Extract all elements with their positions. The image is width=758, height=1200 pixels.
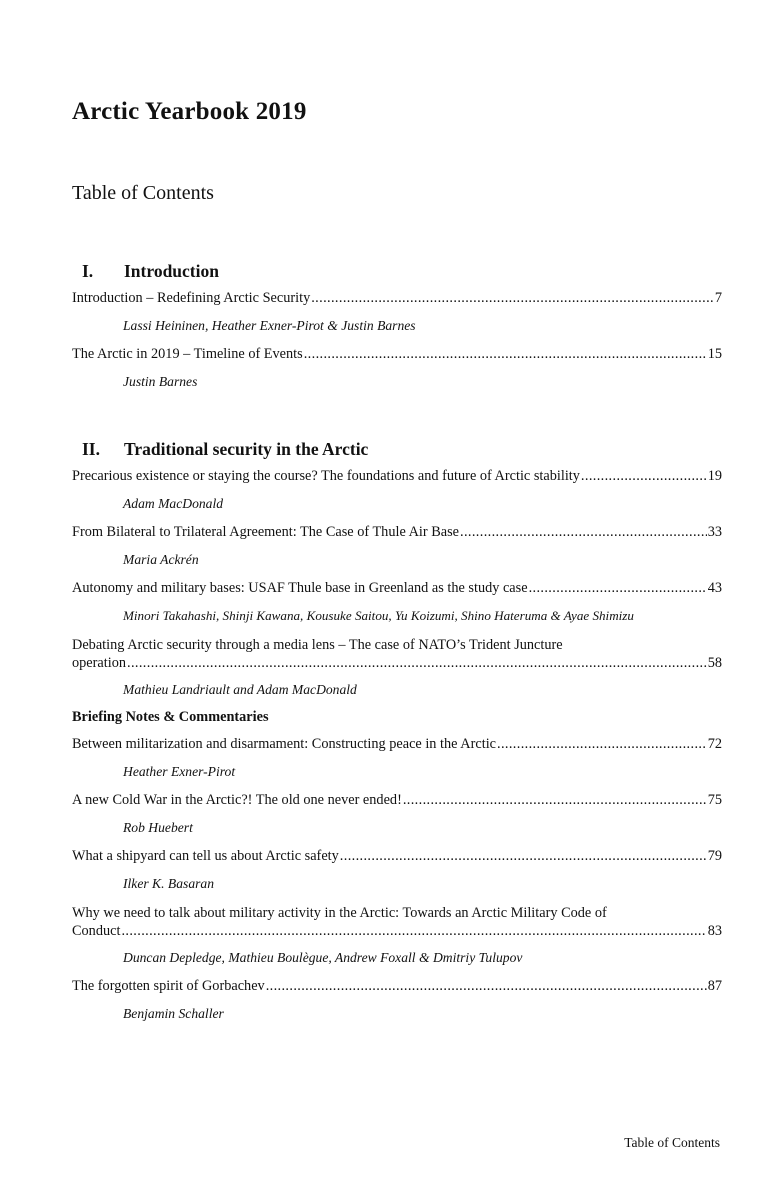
toc-entry[interactable] xyxy=(72,898,722,972)
entry-title: Autonomy and military bases: USAF Thule base in Greenland as the study case xyxy=(72,580,528,596)
toc-entry[interactable] xyxy=(72,518,722,574)
entry-title: Precarious existence or staying the course? The foundations and future of Arctic stability xyxy=(72,468,580,484)
leader-dots xyxy=(460,518,707,546)
entry-title-line1: Debating Arctic security through a media lens – The case of NATO’s Trident Juncture xyxy=(72,637,563,653)
leader-dots xyxy=(127,654,707,672)
entry-authors: Mathieu Landriault and Adam MacDonald xyxy=(123,682,357,697)
entry-authors: Heather Exner-Pirot xyxy=(123,764,236,779)
entry-authors: Adam MacDonald xyxy=(123,496,224,511)
document-title: Arctic Yearbook 2019 xyxy=(72,98,307,125)
leader-dots xyxy=(304,340,707,368)
section-title: Introduction xyxy=(124,261,219,281)
entry-title-line2: Conduct xyxy=(72,923,121,939)
section-title: Traditional security in the Arctic xyxy=(124,439,369,459)
toc-entry[interactable] xyxy=(72,972,722,1028)
entry-authors: Justin Barnes xyxy=(123,374,198,389)
entry-title: The Arctic in 2019 – Timeline of Events xyxy=(72,346,303,362)
leader-dots xyxy=(266,972,707,1000)
entry-authors: Rob Huebert xyxy=(123,820,193,835)
toc-entry[interactable] xyxy=(72,842,722,898)
entry-authors: Maria Ackrén xyxy=(123,552,199,567)
entry-title: Introduction – Redefining Arctic Security xyxy=(72,290,311,306)
entry-page: 75 xyxy=(707,792,722,808)
entry-title-line1: Why we need to talk about military activity in the Arctic: Towards an Arctic Military Code of xyxy=(72,905,607,921)
toc-list xyxy=(72,258,722,1028)
entry-page: 15 xyxy=(707,346,722,362)
entry-title: The forgotten spirit of Gorbachev xyxy=(72,978,265,994)
entry-title: Between militarization and disarmament: Constructing peace in the Arctic xyxy=(72,736,497,752)
leader-dots xyxy=(581,462,707,490)
toc-entry[interactable] xyxy=(72,340,722,396)
page-footer: Table of Contents xyxy=(624,1135,720,1150)
entry-page: 7 xyxy=(714,290,722,306)
entry-authors: Duncan Depledge, Mathieu Boulègue, Andrew Foxall & Dmitriy Tulupov xyxy=(123,950,523,965)
entry-title: From Bilateral to Trilateral Agreement: The Case of Thule Air Base xyxy=(72,524,459,540)
leader-dots xyxy=(403,786,707,814)
section-number: II. xyxy=(82,439,100,459)
entry-page: 58 xyxy=(707,655,722,671)
leader-dots xyxy=(311,284,714,312)
briefing-notes-heading: Briefing Notes & Commentaries xyxy=(72,709,269,725)
entry-authors: Ilker K. Basaran xyxy=(123,876,214,891)
toc-entry[interactable] xyxy=(72,574,722,630)
toc-entry[interactable] xyxy=(72,786,722,842)
leader-dots xyxy=(529,574,707,602)
entry-page: 79 xyxy=(707,848,722,864)
entry-page: 43 xyxy=(707,580,722,596)
leader-dots xyxy=(497,730,707,758)
toc-entry[interactable] xyxy=(72,462,722,518)
entry-title: What a shipyard can tell us about Arctic safety xyxy=(72,848,339,864)
entry-page: 83 xyxy=(707,923,722,939)
toc-heading: Table of Contents xyxy=(72,182,214,204)
toc-entry[interactable] xyxy=(72,630,722,704)
entry-authors: Lassi Heininen, Heather Exner-Pirot & Justin Barnes xyxy=(123,318,416,333)
leader-dots xyxy=(121,922,706,940)
entry-page: 72 xyxy=(707,736,722,752)
entry-authors: Minori Takahashi, Shinji Kawana, Kousuke Saitou, Yu Koizumi, Shino Hateruma & Ayae Shimizu xyxy=(123,608,634,623)
entry-page: 19 xyxy=(707,468,722,484)
entry-page: 87 xyxy=(707,978,722,994)
entry-title-line2: operation xyxy=(72,655,126,671)
toc-entry[interactable] xyxy=(72,730,722,786)
section-heading-traditional-security xyxy=(82,436,722,462)
entry-authors: Benjamin Schaller xyxy=(123,1006,224,1021)
leader-dots xyxy=(340,842,707,870)
entry-title: A new Cold War in the Arctic?! The old one never ended! xyxy=(72,792,402,808)
toc-entry[interactable] xyxy=(72,284,722,340)
section-heading-introduction xyxy=(82,258,722,284)
entry-page: 33 xyxy=(707,524,722,540)
section-number: I. xyxy=(82,261,94,281)
